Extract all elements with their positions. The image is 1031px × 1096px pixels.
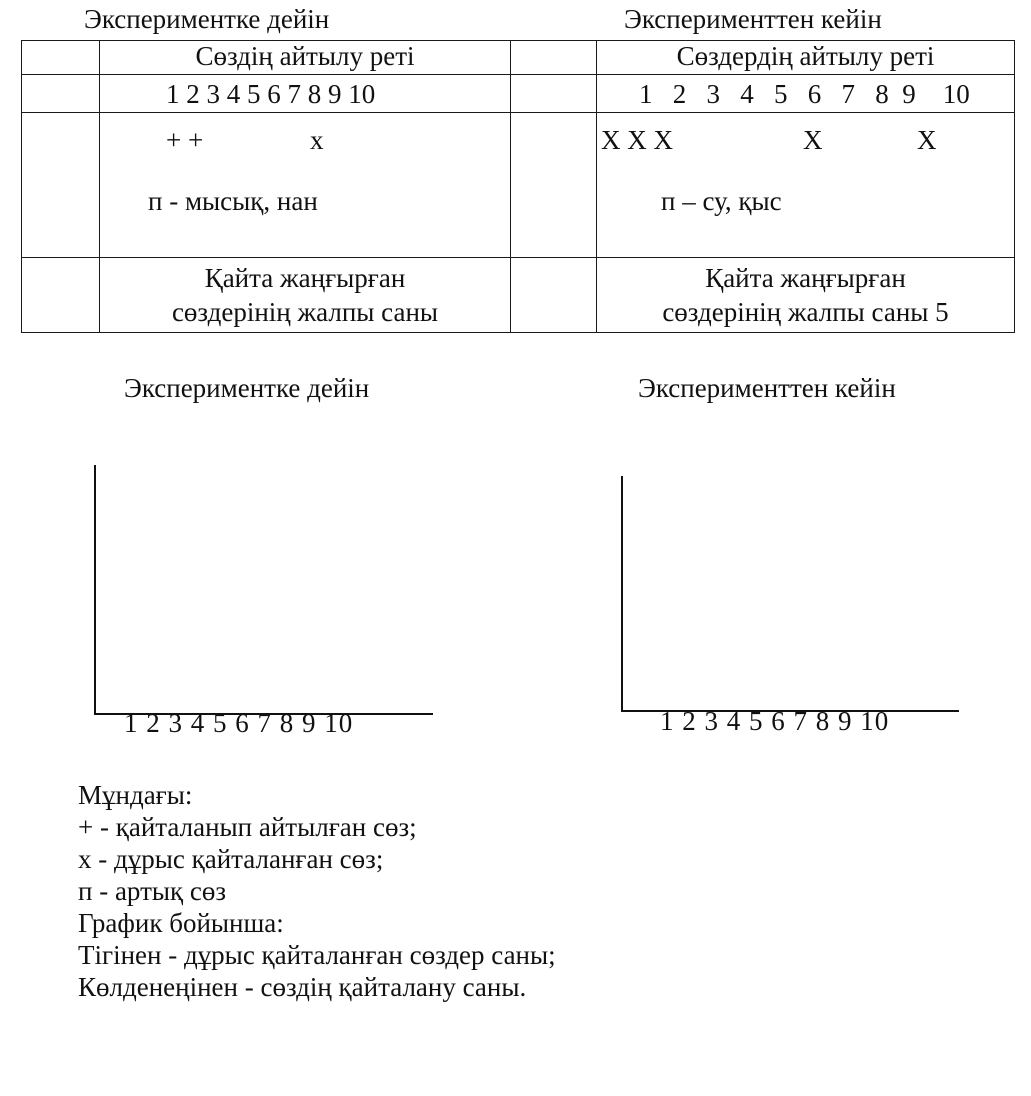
table-title-after: Эксперименттен кейін: [624, 4, 882, 34]
before-plus-marks: + +: [166, 125, 204, 155]
after-x-mark: Х: [803, 125, 823, 155]
table-cell-empty: [511, 75, 597, 113]
before-numbers-cell: [100, 75, 511, 113]
before-x-mark: х: [310, 125, 324, 155]
table-row-numbers: [22, 75, 1015, 113]
chart-title-before: Экспериментке дейін: [124, 373, 370, 403]
legend: [78, 779, 556, 1003]
after-column-header: Сөздердің айтылу реті: [597, 41, 1015, 75]
after-numbers-cell: [597, 75, 1015, 113]
legend-horizontal: Көлденеңінен - сөздің қайталану саны.: [78, 972, 527, 1002]
table-cell-empty: [22, 75, 100, 113]
legend-plus: + - қайталанып айтылған сөз;: [78, 812, 417, 842]
table-row-header: [22, 41, 1015, 75]
before-extra-words: п - мысық, нан: [148, 186, 318, 216]
before-total-cell: [100, 258, 511, 333]
before-column-header: Сөздің айтылу реті: [100, 41, 511, 75]
after-results-cell: [597, 113, 1015, 258]
table-cell-empty: [511, 113, 597, 258]
table-cell-empty: [511, 258, 597, 333]
legend-x: х - дұрыс қайталанған сөз;: [78, 844, 384, 874]
before-numbers: 1 2 3 4 5 6 7 8 9 10: [166, 79, 376, 109]
after-total-line1: Қайта жаңғырған: [705, 263, 906, 293]
table-row-totals: [22, 258, 1015, 333]
table-row-results: [22, 113, 1015, 258]
table-cell-empty: [22, 41, 100, 75]
after-x-marks-group: Х Х Х: [601, 125, 673, 155]
experiment-table: [21, 40, 1015, 333]
x-tick-labels: 1 2 3 4 5 6 7 8 9 10: [660, 706, 890, 736]
y-axis: [621, 476, 623, 712]
legend-graph-heading: График бойынша:: [78, 908, 284, 938]
chart-title-after: Эксперименттен кейін: [638, 373, 896, 403]
x-tick-labels: 1 2 3 4 5 6 7 8 9 10: [124, 708, 354, 738]
after-x-mark: Х: [917, 125, 937, 155]
before-results-cell: [100, 113, 511, 258]
legend-p: п - артық сөз: [78, 876, 227, 906]
legend-heading: Мұндағы:: [78, 780, 193, 810]
after-total-cell: [597, 258, 1015, 333]
table-cell-empty: [511, 41, 597, 75]
before-total-line2: сөздерінің жалпы саны: [171, 297, 439, 327]
before-total-line1: Қайта жаңғырған: [204, 263, 406, 293]
legend-vertical: Тігінен - дұрыс қайталанған сөздер саны;: [78, 940, 556, 970]
table-cell-empty: [22, 258, 100, 333]
table-cell-empty: [22, 113, 100, 258]
y-axis: [94, 465, 96, 715]
after-numbers: 1 2 3 4 5 6 7 8 9 10: [639, 79, 970, 109]
after-extra-words: п – су, қыс: [661, 186, 782, 216]
after-total-line2: сөздерінің жалпы саны 5: [662, 297, 949, 327]
table-title-before: Экспериментке дейін: [84, 4, 330, 34]
